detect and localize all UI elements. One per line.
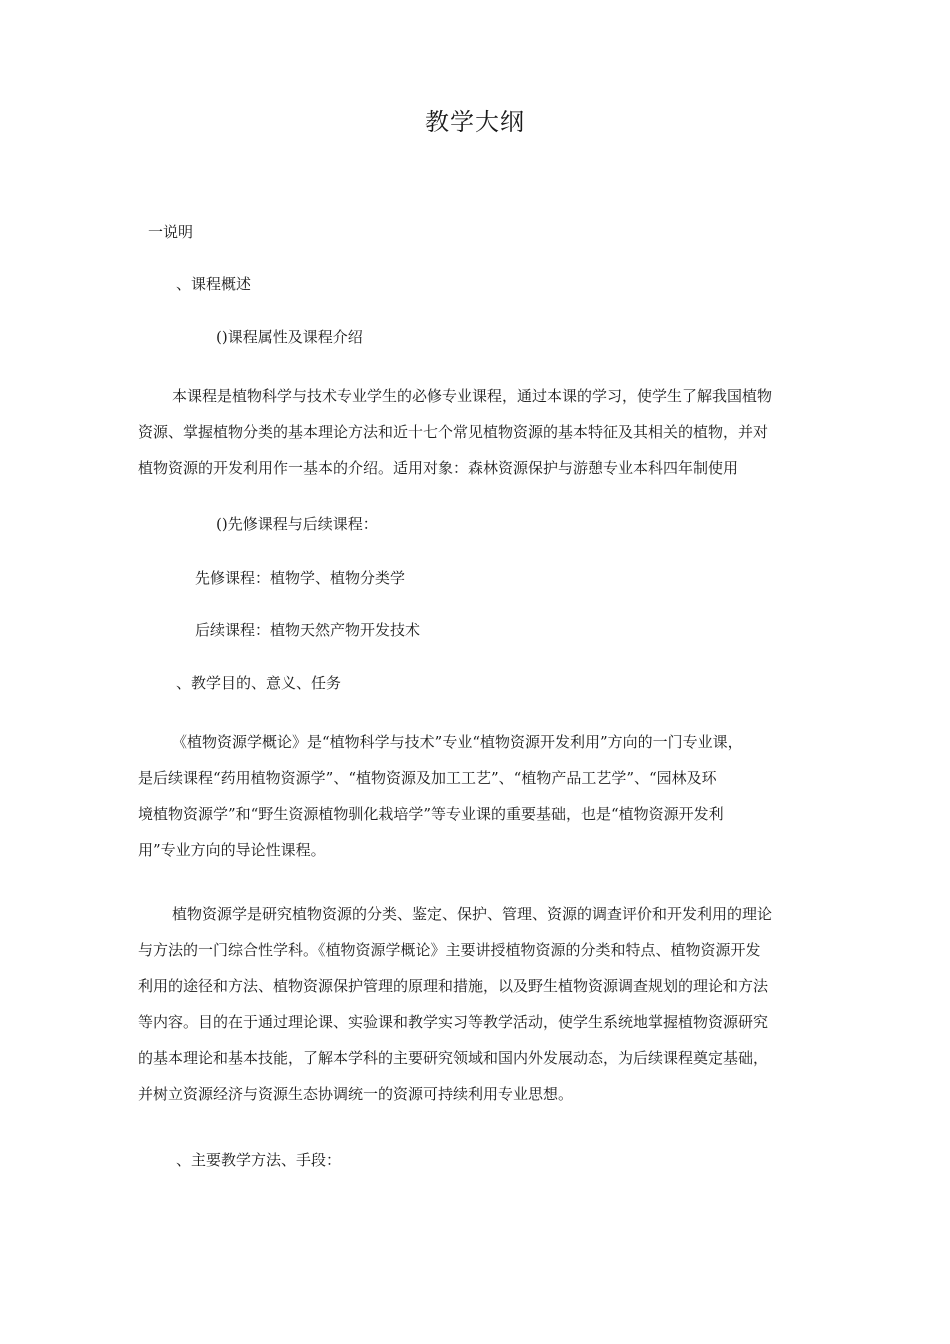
- paragraph-line: 的基本理论和基本技能，了解本学科的主要研究领域和国内外发展动态，为后续课程奠定基础，: [138, 1049, 769, 1067]
- paragraph-line: 并树立资源经济与资源生态协调统一的资源可持续利用专业思想。: [138, 1085, 574, 1103]
- followup-courses: 后续课程：植物天然产物开发技术: [195, 621, 421, 639]
- paragraph-line: 《植物资源学概论》是“植物科学与技术”专业“植物资源开发利用”方向的一门专业课，: [172, 733, 743, 751]
- paragraph-line: 与方法的一门综合性学科。《植物资源学概论》主要讲授植物资源的分类和特点、植物资源开发: [138, 941, 761, 959]
- item-heading-course-attributes: ()课程属性及课程介绍: [216, 328, 363, 346]
- subsection-heading-teaching-goals: 、教学目的、意义、任务: [176, 674, 342, 692]
- paragraph-line: 利用的途径和方法、植物资源保护管理的原理和措施，以及野生植物资源调查规划的理论和方法: [138, 977, 769, 995]
- paragraph-line: 资源、掌握植物分类的基本理论方法和近十七个常见植物资源的基本特征及其相关的植物，并对: [138, 423, 769, 441]
- paragraph-line: 植物资源学是研究植物资源的分类、鉴定、保护、管理、资源的调查评价和开发利用的理论: [172, 905, 773, 923]
- paragraph-line: 用”专业方向的导论性课程。: [138, 841, 326, 859]
- subsection-heading-course-overview: 、课程概述: [176, 275, 252, 293]
- paragraph-line: 是后续课程“药用植物资源学”、“植物资源及加工工艺”、“植物产品工艺学”、“园林及环: [138, 769, 717, 787]
- prerequisite-courses: 先修课程：植物学、植物分类学: [195, 569, 406, 587]
- section-heading-explanation: 一说明: [148, 223, 194, 241]
- item-heading-prerequisites: ()先修课程与后续课程：: [216, 515, 378, 533]
- paragraph-line: 植物资源的开发利用作一基本的介绍。适用对象：森林资源保护与游憩专业本科四年制使用: [138, 459, 739, 477]
- paragraph-line: 等内容。目的在于通过理论课、实验课和教学实习等教学活动，使学生系统地掌握植物资源研究: [138, 1013, 769, 1031]
- subsection-heading-teaching-methods: 、主要教学方法、手段：: [176, 1151, 342, 1169]
- paragraph-line: 本课程是植物科学与技术专业学生的必修专业课程，通过本课的学习，使学生了解我国植物: [172, 387, 773, 405]
- paragraph-line: 境植物资源学”和“野生资源植物驯化栽培学”等专业课的重要基础，也是“植物资源开发利: [138, 805, 724, 823]
- page-title: 教学大纲: [425, 108, 525, 136]
